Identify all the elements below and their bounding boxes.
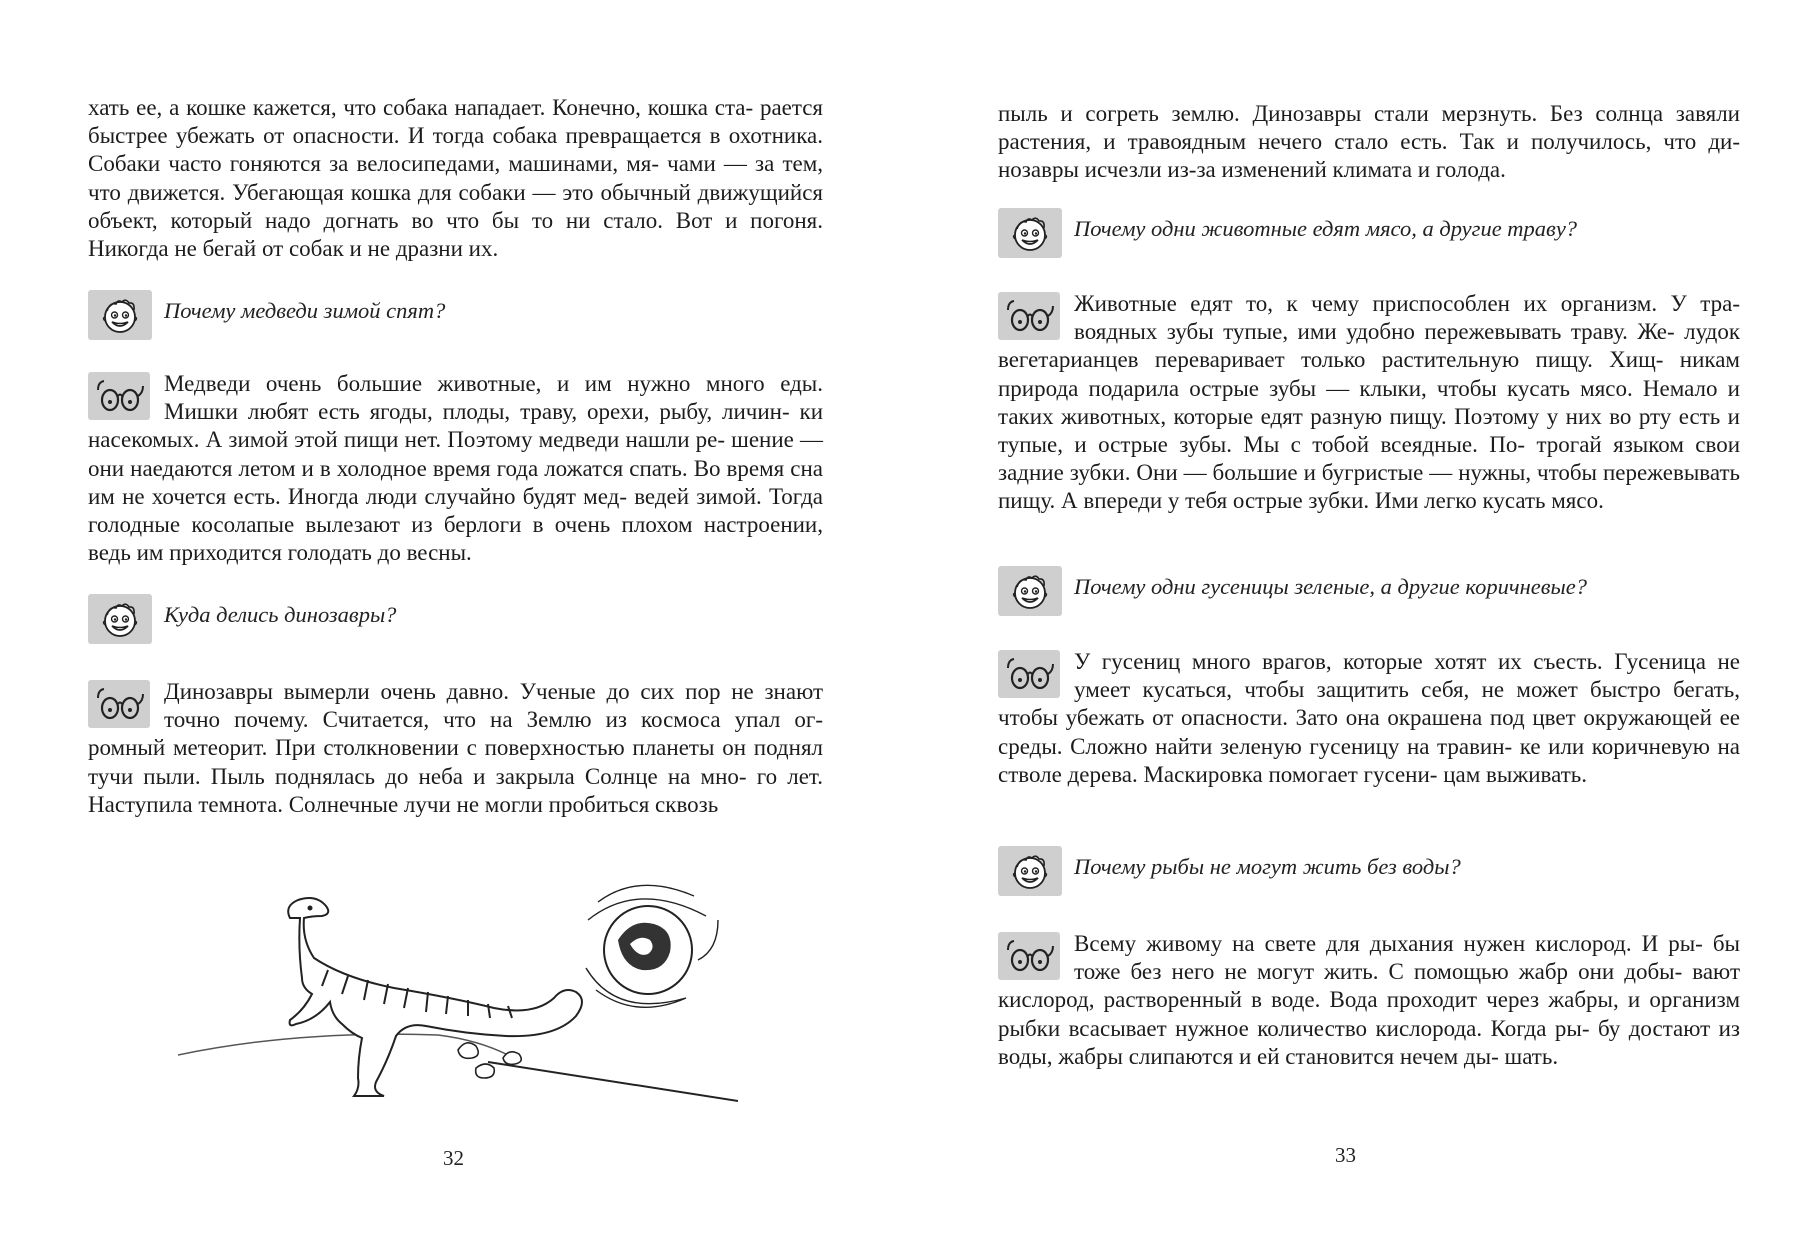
text-line: них во рту есть и тупые, и острые зубы. Мы с тобой всеядные. По- (998, 403, 1740, 458)
right-intro-paragraph (998, 100, 1740, 185)
text-line: вают кислород, растворенный в воде. Вода проходит через жабры, и (998, 959, 1740, 1013)
child-face-icon (998, 566, 1062, 616)
text-line: рается быстрее убежать от опасности. И тогда собака превращается (88, 95, 823, 149)
child-face-icon (998, 846, 1062, 896)
left-question-2-text: Куда делись динозавры? (164, 602, 397, 627)
right-question-2 (998, 566, 1740, 616)
text-line: растения, и травоядным нечего стало есть. Так и получилось, что ди- (998, 129, 1740, 155)
child-face-icon (88, 290, 152, 340)
text-line: шение — они наедаются летом и в холодное время года ложатся спать. (88, 427, 823, 481)
text-line: ки насекомых. А зимой этой пищи нет. Поэтому медведи нашли ре- (88, 399, 823, 453)
right-question-2-text: Почему одни гусеницы зеленые, а другие коричневые? (1074, 574, 1587, 599)
right-question-3 (998, 846, 1740, 896)
text-line: Ими легко кусать мясо. (1374, 488, 1604, 514)
text-line: чами — за тем, что движется. Убегающая кошка для собаки — это (88, 151, 824, 205)
left-intro-text (88, 94, 823, 263)
left-question-2 (88, 594, 823, 644)
text-line: хать ее, а кошке кажется, что собака нападает. Конечно, кошка ста- (88, 95, 754, 120)
glasses-icon (998, 650, 1060, 698)
text-line: пыль и согреть землю. Динозавры стали мерзнуть. Без солнца завяли (998, 101, 1740, 126)
text-line: никам природа подарила острые зубы — клыки, чтобы кусать мясо. (998, 347, 1740, 401)
right-answer-1-text (998, 290, 1740, 516)
text-line: Всему живому на свете для дыхания нужен кислород. И ры- (1074, 931, 1703, 956)
text-line: Немало и таких животных, которые едят разную пищу. Поэтому у (998, 375, 1740, 429)
right-answer-3 (998, 930, 1740, 1071)
right-answer-2-text (998, 648, 1740, 789)
child-face-icon (88, 594, 152, 644)
child-face-icon (998, 208, 1062, 258)
text-line: бегать, чтобы убежать от опасности. Зато она окрашена под цвет (998, 677, 1741, 731)
text-line: трогай языком свои задние зубки. Они — большие и бугристые — (998, 432, 1741, 486)
text-line: бу достают из воды, жабры слипаются и ей становится нечем ды- (998, 1015, 1740, 1069)
text-line: поднял тучи пыли. Пыль поднялась до неба и закрыла Солнце на мно- (88, 735, 823, 789)
text-line: воядных зубы тупые, ими удобно пережевывать траву. Же- (1074, 319, 1675, 345)
text-line: точно почему. Считается, что на Землю из космоса упал ог- (164, 707, 823, 733)
left-question-1 (88, 290, 823, 340)
text-line: обычный движущийся объект, который надо догнать во что бы то ни (88, 179, 824, 233)
text-line: нужны, чтобы пережевывать пищу. А впереди у тебя острые зубки. (998, 460, 1740, 514)
text-line: Медведи очень большие животные, и им нужно много еды. (164, 371, 823, 396)
dinosaur-meteorite-illustration (178, 880, 738, 1130)
right-answer-2 (998, 648, 1740, 789)
right-intro-text (998, 100, 1740, 185)
text-line: Животные едят то, к чему приспособлен их организм. У тра- (1074, 291, 1740, 316)
right-question-3-text: Почему рыбы не могут жить без воды? (1074, 854, 1461, 879)
text-line: Мишки любят есть ягоды, плоды, траву, орехи, рыбу, личин- (164, 399, 790, 425)
text-line: Динозавры вымерли очень давно. Ученые до сих пор не знают (164, 679, 823, 704)
text-line: У гусениц много врагов, которые хотят их съесть. Гусеница (1074, 649, 1706, 674)
text-line: плохом настроении, ведь им приходится голодать до весны. (88, 512, 823, 566)
text-line: го лет. Наступила темнота. Солнечные лучи не могли пробиться сквозь (88, 763, 823, 817)
right-question-1 (998, 208, 1740, 258)
right-page (998, 0, 1740, 1258)
glasses-icon (88, 372, 150, 420)
text-line: Во время сна им не хочется есть. Иногда люди случайно будят мед- (88, 455, 823, 509)
text-line: ке или коричневую на стволе дерева. Маскировка помогает гусени- (998, 733, 1741, 787)
text-line: шать. (1504, 1043, 1559, 1069)
left-answer-1-text (88, 370, 823, 567)
text-line: не умеет кусаться, чтобы защитить себя, не может быстро (1074, 649, 1740, 703)
left-page (88, 0, 823, 1258)
text-line: в охотника. Собаки часто гоняются за велосипедами, машинами, мя- (88, 123, 824, 177)
glasses-icon (998, 932, 1060, 980)
text-line: ромный метеорит. При столкновении с поверхностью планеты он (88, 735, 746, 761)
left-intro-paragraph (88, 94, 823, 263)
text-line: организм рыбки всасывает нужное количество кислорода. Когда ры- (998, 987, 1740, 1041)
left-answer-1 (88, 370, 823, 567)
left-question-1-text: Почему медведи зимой спят? (164, 298, 446, 323)
right-answer-1 (998, 290, 1740, 516)
page-number-right: 33 (1335, 1143, 1356, 1167)
text-line: лудок вегетарианцев переваривает только растительную пищу. Хищ- (998, 319, 1740, 373)
page-number-left: 32 (443, 1146, 464, 1170)
text-line: окружающей ее среды. Сложно найти зеленую гусеницу на травин- (998, 705, 1741, 759)
left-answer-2-text (88, 678, 823, 819)
left-answer-2 (88, 678, 823, 819)
text-line: бы тоже без него не могут жить. С помощью жабр они добы- (1074, 931, 1740, 985)
text-line: цам выживать. (1443, 761, 1588, 787)
glasses-icon (88, 680, 150, 728)
text-line: стало. Вот и погоня. Никогда не бегай от собак и не дразни их. (88, 207, 823, 262)
text-line: ведей зимой. Тогда голодные косолапые вылезают из берлоги в очень (88, 483, 823, 538)
text-line: нозавры исчезли из-за изменений климата и голода. (998, 157, 1506, 183)
glasses-icon (998, 292, 1060, 340)
right-question-1-text: Почему одни животные едят мясо, а другие траву? (1074, 216, 1578, 241)
right-answer-3-text (998, 930, 1740, 1071)
